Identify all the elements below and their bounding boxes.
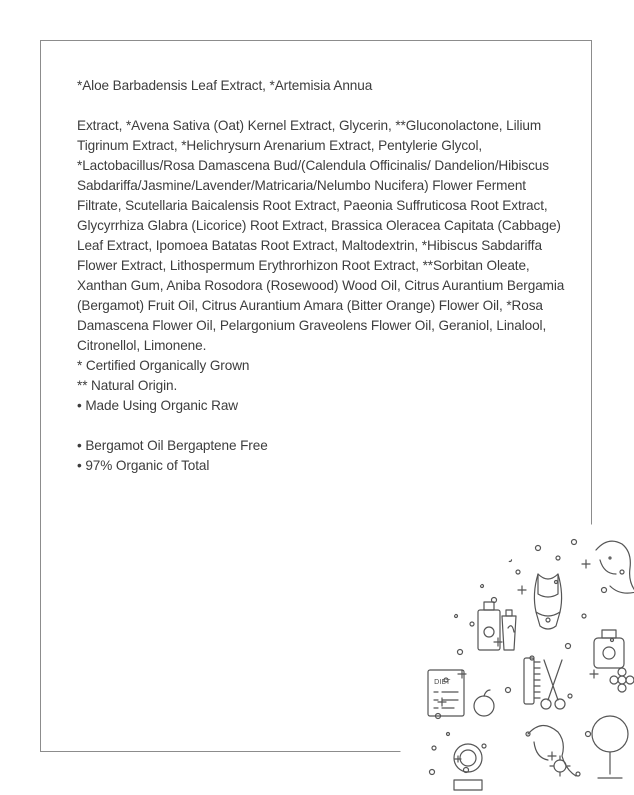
compact-powder-icon [454,744,482,790]
perfume-icon [594,630,624,668]
swimsuit-icon [534,574,561,629]
cosmetic-bottles-icon [478,602,516,650]
note-certified-organic: * Certified Organically Grown [77,358,250,373]
note-natural-origin: ** Natural Origin. [77,378,178,393]
note-organic-raw: • Made Using Organic Raw [77,398,239,413]
diet-label: DIET [434,678,451,686]
note-organic-percent: • 97% Organic of Total [77,458,210,473]
mirror-icon [592,716,628,778]
ingredients-list: Extract, *Avena Sativa (Oat) Kernel Extract, Glycerin, **Gluconolactone, Lilium Tigrinum Extract, *Helichrysurn Arenarium Extract, Pentylerie Glycol, *Lactobacillus/Rosa Damascena Bud/(Calendula Officinalis/ Dandelion/Hibiscus Sabdariffa/Jasmine/Lavender/Matricaria/Nelumbo Nucifera) Flower Ferment Filtrate, Scutellaria Baicalensis Root Extract, Paeonia Suffruticosa Root Extract, Glycyrrhiza Glabra (Licorice) Root Extract, Brassica Oleracea Capitata (Cabbage) Leaf Extract, Ipomoea Batatas Root Extract, Maltodextrin, *Hibiscus Sabdariffa Flower Extract, Lithospermum Erythrorhizon Root Extract, **Sorbitan Oleate, Xanthan Gum, Aniba Rosodora (Rosewood) Wood Oil, Citrus Aurantium Bergamia (Bergamot) Fruit Oil, Citrus Aurantium Amara (Bitter Orange) Flower Oil, *Rosa Damascena Flower Oil, Pelargonium Graveolens Flower Oil, Geraniol, Linalool, Citronellol, Limonene. [77,118,565,353]
woman-flower-icon [528,725,576,776]
spacer [77,416,567,436]
note-bergaptene-free: • Bergamot Oil Bergaptene Free [77,438,268,453]
diet-clipboard-icon [428,670,494,716]
comb-scissors-icon [524,658,565,709]
woman-hair-icon [596,541,634,593]
ingredients-first-line: *Aloe Barbadensis Leaf Extract, *Artemisia Annua [77,78,373,93]
flower-icon [610,668,634,692]
ingredients-text [77,76,567,476]
spacer [77,96,567,116]
